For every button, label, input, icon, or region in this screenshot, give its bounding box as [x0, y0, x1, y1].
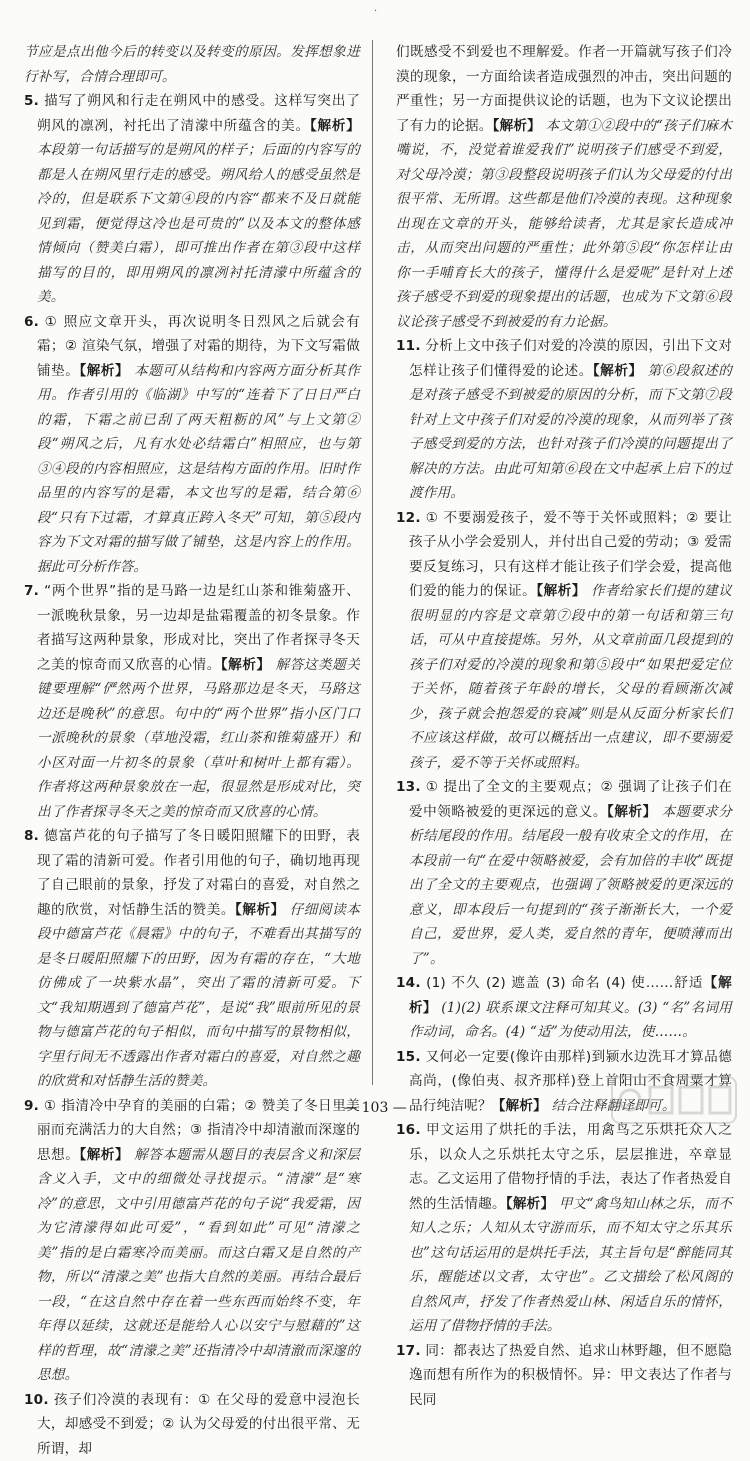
- left-paragraph: [24, 579, 360, 824]
- left-paragraph: [24, 1094, 360, 1388]
- right-num: 14.: [396, 975, 421, 991]
- right-column: [396, 40, 732, 1090]
- left-num: 6.: [24, 314, 39, 330]
- right-tag: 【解析】: [607, 804, 657, 820]
- left-num: 10.: [24, 1392, 49, 1408]
- left-exp: 节应是点出他今后的转变以及转变的原因。发挥想象进行补写，合情合理即可。: [24, 44, 360, 85]
- left-paragraph: [24, 89, 360, 310]
- right-paragraph: [396, 334, 732, 506]
- right-tag: 【解析】: [493, 118, 541, 134]
- right-text: ① 不要溺爱孩子，爱不等于关怀或照料；② 要让孩子从小学会爱别人，并付出自己爱的劳动；③ 爱需要反复练习，只有这样才能让孩子们学会爱，提高他们爱的能力的保证。: [409, 510, 732, 600]
- right-paragraph: [396, 1339, 732, 1413]
- right-exp: (1)(2) 联系课文注释可知其义。(3) “名”名词用作动词，命名。(4) “适”为使动用法，使……。: [409, 1000, 732, 1041]
- right-num: 13.: [396, 779, 421, 795]
- left-tag: 【解析】: [235, 902, 285, 918]
- right-tag: 【解析】: [536, 583, 586, 599]
- right-paragraph: [396, 775, 732, 971]
- right-text: (1) 不久 (2) 遮盖 (3) 命名 (4) 使……舒适: [426, 975, 703, 991]
- right-paragraph: [396, 1118, 732, 1339]
- left-paragraph: [24, 40, 360, 89]
- right-text: 分析上文中孩子们对爱的冷漠的原因，引出下文对怎样让孩子们懂得爱的论述。: [409, 338, 732, 379]
- left-num: 7.: [24, 583, 39, 599]
- left-num: 5.: [24, 93, 39, 109]
- right-num: 11.: [396, 338, 421, 354]
- left-column: [24, 40, 360, 1090]
- left-text: 描写了朔风和行走在朔风中的感受。这样写突出了朔风的凛冽，衬托出了清濛中所蕴含的美。: [37, 93, 360, 134]
- left-exp: 解答这类题关键要理解“俨然两个世界，马路那边是冬天，马路这边还是晚秋”的意思。句中的“两个世界”指小区门口一派晚秋的景象（草地没霜，红山茶和锥菊盛开）和小区对面一片初冬的景象（草叶和树叶上都有霜）。作者将这两种景象放在一起，很显然是形成对比，突出了作者探寻冬天之美的惊奇而又欣喜的心情。: [37, 657, 360, 820]
- right-text: ① 提出了全文的主要观点；② 强调了让孩子们在爱中领略被爱的更深远的意义。: [409, 779, 732, 820]
- right-exp: 本题要求分析结尾段的作用。结尾段一般有收束全文的作用，在本段前一句“在爱中领略被爱，会有加倍的丰收”既提出了全文的主要观点，也强调了领略被爱的更深远的意义，即本段后一句提到的“孩子渐渐长大，一个爱自己，爱世界，爱人类，爱自然的青年，便喷薄而出了”。: [409, 804, 732, 967]
- watermark-logo-icon: [610, 1073, 738, 1127]
- left-paragraph: [24, 1388, 360, 1461]
- right-tag: 【解析】: [593, 363, 643, 379]
- left-paragraph: [24, 310, 360, 580]
- right-num: 12.: [396, 510, 421, 526]
- right-num: 15.: [396, 1049, 421, 1065]
- right-tag: 【解析】: [492, 1098, 547, 1114]
- left-text: “两个世界”指的是马路一边是红山茶和锥菊盛开、一派晚秋景象，另一边却是盐霜覆盖的初冬景象。作者描写这两种景象，形成对比，突出了作者探寻冬天之美的惊奇而又欣喜的心情。: [37, 583, 360, 673]
- right-exp: 结合注释翻译即可。: [551, 1098, 675, 1114]
- left-text: ① 照应文章开头，再次说明冬日烈风之后就会有霜；② 渲染气氛，增强了对霜的期待，为下文写霜做铺垫。: [37, 314, 360, 379]
- column-divider: [372, 40, 373, 1085]
- right-text: 甲文运用了烘托的手法，用禽鸟之乐烘托众人之乐，以众人之乐烘托太守之乐，层层推进，卒章显志。乙文运用了借物抒情的手法，表达了作者热爱自然的生活情趣。: [409, 1122, 732, 1212]
- right-paragraph: [396, 971, 732, 1045]
- left-tag: 【解析】: [79, 1147, 129, 1163]
- right-exp: 本文第①②段中的“孩子们麻木嘴说，不，没觉着谁爱我们”说明孩子们感受不到爱，对父母冷漠；第③段整段说明孩子们认为父母爱的付出很平常、无所谓。这些都是他们冷漠的表现。这种现象出现在文章的开头，能够给读者，尤其是家长造成冲击，从而突出问题的严重性；此外第⑤段“你怎样让由你一手哺育长大的孩子，懂得什么是爱呢”是针对上述孩子感受不到爱的现象提出的话题，也成为下文第⑥段议论孩子感受不到被爱的有力论据。: [396, 118, 732, 330]
- left-exp: 本段第一句话描写的是朔风的样子；后面的内容写的都是人在朔风里行走的感受。朔风给人的感受虽然是冷的，但是联系下文第④段的内容“都来不及日就能见到霜，便觉得这冷也是可贵的”以及本文的整体感情倾向（赞美白霜），即可推出作者在第③段中这样描写的目的，即用朔风的凛冽衬托清濛中所蕴含的美。: [37, 142, 360, 305]
- right-text: 又何必一定要(像许由那样)到颍水边洗耳才算品德高尚，(像伯夷、叔齐那样)登上首阳山不食周粟才算品行纯洁呢？: [409, 1049, 732, 1114]
- right-exp: 甲文“禽鸟知山林之乐，而不知人之乐；人知从太守游而乐，而不知太守之乐其乐也”这句话运用的是烘托手法，其主旨句是“醉能同其乐，醒能述以文者，太守也”。乙文描绘了松风阁的自然风声，抒发了作者热爱山林、闲适自乐的情怀，运用了借物抒情的手法。: [409, 1196, 732, 1335]
- left-tag: 【解析】: [221, 657, 271, 673]
- right-tag: 【解析】: [506, 1196, 555, 1212]
- right-exp: 作者给家长们提的建议很明显的内容是文章第⑦段中的第一句话和第三句话，可从中直接提炼。另外，从文章前面几段提到的孩子们对爱的冷漠的现象和第⑤段中“如果把爱定位于关怀，随着孩子年龄的增长，父母的看顾渐次减少，孩子就会抱怨爱的衰减”则是从反面分析家长们不应该这样做，故可以概括出一点建议，即不要溺爱孩子，爱不等于关怀或照料。: [409, 583, 732, 771]
- left-num: 9.: [24, 1098, 39, 1114]
- left-tag: 【解析】: [310, 118, 360, 134]
- left-text: 德富芦花的句子描写了冬日暖阳照耀下的田野，表现了霜的清新可爱。作者引用他的句子，确切地再现了自己眼前的景象，抒发了对霜白的喜爱，对自然之趣的欣赏，对恬静生活的赞美。: [37, 828, 360, 918]
- right-tag: 【解析】: [409, 975, 732, 1016]
- right-text: 们既感受不到爱也不理解爱。作者一开篇就写孩子们冷漠的现象，一方面给读者造成强烈的冲击，突出问题的严重性；另一方面提供议论的话题，也为下文议论摆出了有力的论据。: [396, 44, 732, 134]
- right-exp: 第⑥段叙述的是对孩子感受不到被爱的原因的分析，而下文第⑦段针对上文中孩子们对爱的冷漠的现象，从而列举了孩子感受到爱的方法，也针对孩子们冷漠的问题提出了解决的方法。由此可知第⑥段在文中起承上启下的过渡作用。: [409, 363, 732, 502]
- right-num: 16.: [396, 1122, 421, 1138]
- left-text: ① 指清冷中孕育的美丽的白霜；② 赞美了冬日里美丽而充满活力的大自然；③ 指清冷中却清澈而深邃的思想。: [37, 1098, 360, 1163]
- left-num: 8.: [24, 828, 39, 844]
- right-text: 同：都表达了热爱自然、追求山林野趣，但不愿隐逸而想有所作为的积极情怀。异：甲文表达了作者与民同: [409, 1343, 732, 1408]
- left-tag: 【解析】: [79, 363, 129, 379]
- right-paragraph: [396, 40, 732, 334]
- left-exp: 解答本题需从题目的表层含义和深层含义入手，文中的细微处寻找提示。“清濛”是“寒冷”的意思，文中引用德富芦花的句子说“我爱霜，因为它清濛得如此可爱”，“看到如此”可见“清濛之美”指的是白霜寒冷而美丽。而这白霜又是自然的产物，所以“清濛之美”也指大自然的美丽。再结合最后一段，“在这自然中存在着一些东西而始终不变，年年得以延续，这就还是能给人心以安宁与慰藉的”这样的哲理，故“清濛之美”还指清冷中却清澈而深邃的思想。: [37, 1147, 360, 1384]
- top-dot: ·: [374, 6, 377, 17]
- right-num: 17.: [396, 1343, 421, 1359]
- left-exp: 仔细阅读本段中德富芦花《晨霜》中的句子，不难看出其描写的是冬日暖阳照耀下的田野，因为有霜的存在，“大地仿佛成了一块紫水晶”，突出了霜的清新可爱。下文“我知期遇到了德富芦花”，是说“我”眼前所见的景物与德富芦花的句子相似，而句中描写的景物相似，字里行间无不透露出作者对霜白的喜爱，对自然之趣的欣赏和对恬静生活的赞美。: [37, 902, 360, 1090]
- left-text: 孩子们冷漠的表现有：① 在父母的爱意中浸泡长大，却感受不到爱；② 认为父母爱的付出很平常、无所谓，却: [37, 1392, 360, 1457]
- left-paragraph: [24, 824, 360, 1094]
- left-exp: 本题可从结构和内容两方面分析其作用。作者引用的《临湖》中写的“连着下了日日严白的霜，下霜之前已刮了两天粗粝的风”与上文第②段“朔风之后，凡有水处必结霜白”相照应，也与第③④段的内容相照应，这是结构方面的作用。旧时作品里的内容写的是霜，本文也写的是霜，结合第⑥段“只有下过霜，才算真正跨入冬天”可知，第⑤段内容为下文对霜的描写做了铺垫，这是内容上的作用。据此可分析作答。: [37, 363, 360, 575]
- page-number: — 103 —: [0, 1100, 750, 1116]
- right-paragraph: [396, 506, 732, 776]
